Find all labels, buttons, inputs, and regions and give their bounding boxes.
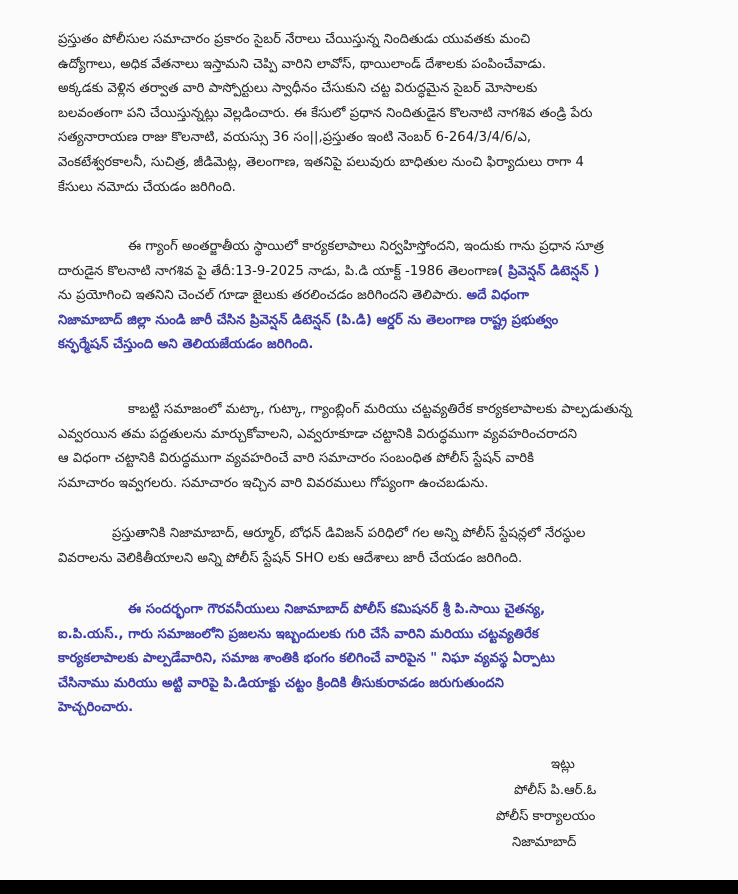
highlighted-line: హెచ్చరించారు. bbox=[58, 700, 134, 716]
text-line: ఆ విధంగా చట్టానికి విరుద్ధముగా వ్యవహరించే వారి సమాచారం సంబంధిత పోలీస్ స్టేషన్ వారికి bbox=[58, 451, 535, 467]
highlighted-text: అదే విధంగా bbox=[466, 288, 529, 304]
signature-block bbox=[496, 752, 716, 856]
text-line: ప్రస్తుతానికి నిజామాబాద్, ఆర్మూర్, బోధన్ డివిజన్ పరిధిలో గల అన్ని పోలీస్ స్టేషన్లలో నేరస్థుల bbox=[112, 526, 586, 541]
text-line: ఈ గ్యాంగ్ అంతర్జాతీయ స్థాయిలో కార్యకలాపాలు నిర్వహిస్తోందని, ఇందుకు గాను ప్రధాన సూత్ర bbox=[128, 239, 604, 254]
text-line: కేసులు నమోదు చేయడం జరిగింది. bbox=[58, 179, 236, 195]
signature-office: పోలీస్ కార్యాలయం bbox=[496, 809, 596, 824]
bottom-bar bbox=[0, 880, 738, 894]
paragraph-pd-act bbox=[58, 235, 688, 358]
text-line: సత్యనారాయణ రాజు కొలనాటి, వయస్సు 36 సం||,ప్రస్తుతం ఇంటి నెంబర్ 6-264/3/4/6/ఎ, bbox=[58, 130, 532, 146]
text-segment: దారుడైన కొలనాటి నాగశివ పై తేదీ:13-9-2025 నాడు, పి.డి యాక్ట్ -1986 తెలంగాణ bbox=[58, 263, 498, 279]
highlighted-line: చేసినాము మరియు అట్టి వారిపై పి.డియాక్టు చట్టం క్రిందికి తీసుకురావడం జరుగుతుందని bbox=[58, 675, 504, 691]
paragraph-commissioner-warning bbox=[58, 598, 688, 721]
text-line bbox=[58, 260, 688, 285]
text-line: ఉద్యోగాలు, అధిక వేతనాలు ఇస్తామని చెప్పి వారిని లావోస్, థాయిలాండ్ దేశాలకు పంపించేవాడు. bbox=[58, 56, 547, 72]
text-line: బలవంతంగా పని చేయిస్తున్నట్లు వెల్లడించారు. ఈ కేసులో ప్రధాన నిందితుడైన కొలనాటి నాగశివ తండ్రి పేరు bbox=[58, 105, 593, 121]
highlighted-line: ఈ సందర్భంగా గౌరవనీయులు నిజామాబాద్ పోలీస్ కమిషనర్ శ్రీ పి.సాయి చైతన్య, bbox=[128, 602, 546, 617]
signature-designation: పోలీస్ పి.ఆర్.ఓ bbox=[514, 783, 597, 798]
signature-place: నిజామాబాద్ bbox=[512, 835, 577, 850]
highlighted-line: కార్యకలాపాలకు పాల్పడేవారిని, సమాజ శాంతికి భంగం కలిగించే వారిపైన " నిఘా వ్యవస్థ ఏర్పాటు bbox=[58, 651, 555, 667]
text-segment: ను ప్రయోగించి ఇతనిని చెంచల్ గూడా జైలుకు తరలించడం జరిగిందని తెలిపారు. bbox=[58, 288, 463, 304]
highlighted-line: ఐ.పి.యస్., గారు సమాజంలోని ప్రజలను ఇబ్బందులకు గురి చేసే వారిని మరియు చట్టవ్యతిరేక bbox=[58, 626, 539, 642]
text-line: ఎవ్వరయిన తమ పద్దతులను మార్చుకోవాలని, ఎవ్వరూకూడా చట్టానికి విరుద్ధముగా వ్యవహరించరాదని bbox=[58, 426, 578, 442]
highlighted-line: నిజామాబాద్ జిల్లా నుండి జారీ చేసిన ప్రివెన్షన్ డిటెన్షన్ (పి.డి) ఆర్డర్ ను తెలంగాణ రాష్ట్ర ప్రభుత్వం bbox=[58, 312, 559, 328]
text-line: వెంకటేశ్వరకాలనీ, సుచిత్ర, జీడిమెట్ల, తెలంగాణ, ఇతనిపై పలువురు బాధితుల నుంచి ఫిర్యాదులు రాగా 4 bbox=[58, 154, 584, 170]
paragraph-public-appeal bbox=[58, 398, 688, 496]
text-line: సమాచారం ఇవ్వగలరు. సమాచారం ఇచ్చిన వారి వివరములు గోప్యంగా ఉంచబడును. bbox=[58, 475, 489, 491]
highlighted-text: ( ప్రివెన్షన్ డిటెన్షన్ ) bbox=[497, 263, 600, 279]
signature-yours: ఇట్లు bbox=[551, 757, 575, 772]
paragraph-division-orders bbox=[58, 522, 688, 571]
text-line: వివరాలను వెలికితీయాలని అన్ని పోలీస్ స్టేషన్ SHO లకు ఆదేశాలు జారీ చేయడం జరిగింది. bbox=[58, 550, 523, 566]
text-line bbox=[58, 284, 688, 309]
text-line: అక్కడకు వెళ్లిన తర్వాత వారి పాస్పోర్టులు స్వాధీనం చేసుకుని చట్ట విరుద్ధమైన సైబర్ మోసాలకు bbox=[58, 81, 538, 97]
paragraph-case-details bbox=[58, 28, 688, 200]
text-line: ప్రస్తుతం పోలీసుల సమాచారం ప్రకారం సైబర్ నేరాలు చేయిస్తున్న నిందితుడు యువతకు మంచి bbox=[58, 32, 531, 47]
text-line: కాబట్టి సమాజంలో మట్కా, గుట్కా, గ్యాంబ్లింగ్ మరియు చట్టవ్యతిరేక కార్యకలాపాలకు పాల్పడుతున్న bbox=[128, 402, 632, 417]
highlighted-line: కన్ఫర్మేషన్ చేస్తుంది అని తెలియజేయడం జరిగింది. bbox=[58, 337, 314, 353]
